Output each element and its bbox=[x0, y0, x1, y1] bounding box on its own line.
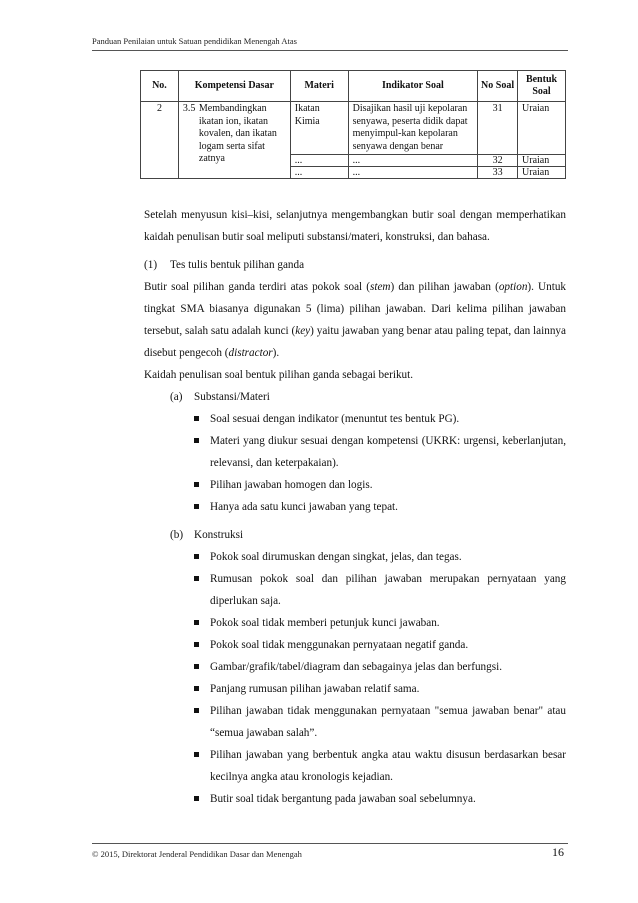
cell-no-soal: 31 bbox=[478, 102, 518, 155]
intro-paragraph: Setelah menyusun kisi–kisi, selanjutnya mengembangkan butir soal dengan memperhatikan kaidah penulisan butir soal meliputi substansi/materi, konstruksi, dan bahasa. bbox=[144, 209, 566, 243]
section-1-paragraph bbox=[144, 276, 566, 364]
page-header: Panduan Penilaian untuk Satuan pendidikan Menengah Atas bbox=[92, 36, 297, 46]
list-item: Butir soal tidak bergantung pada jawaban soal sebelumnya. bbox=[194, 788, 566, 810]
list-item: Gambar/grafik/tabel/diagram dan sebagainya jelas dan berfungsi. bbox=[194, 656, 566, 678]
list-item: Rumusan pokok soal dan pilihan jawaban merupakan pernyataan yang diperlukan saja. bbox=[194, 568, 566, 612]
col-header-materi: Materi bbox=[290, 71, 348, 102]
section-1-title: Tes tulis bentuk pilihan ganda bbox=[170, 259, 305, 271]
col-header-bentuk-soal: Bentuk Soal bbox=[518, 71, 566, 102]
kd-text: Membandingkan ikatan ion, ikatan kovalen, dan ikatan logam serta sifat zatnya bbox=[198, 103, 277, 164]
page-body bbox=[144, 204, 566, 810]
cell-no: 2 bbox=[141, 102, 179, 179]
cell-kompetensi-dasar bbox=[178, 102, 290, 179]
kisi-kisi-table bbox=[140, 70, 566, 179]
cell-bentuk-soal: Uraian bbox=[518, 155, 566, 167]
sub-b-list bbox=[194, 546, 566, 810]
cell-materi: ... bbox=[290, 155, 348, 167]
header-divider bbox=[92, 50, 568, 51]
term-option: option bbox=[498, 281, 528, 293]
list-item: Pokok soal dirumuskan dengan singkat, jelas, dan tegas. bbox=[194, 546, 566, 568]
page-number: 16 bbox=[552, 845, 564, 859]
cell-indikator: ... bbox=[348, 155, 478, 167]
cell-bentuk-soal: Uraian bbox=[518, 102, 566, 155]
kaidah-line: Kaidah penulisan soal bentuk pilihan ganda sebagai berikut. bbox=[144, 369, 414, 381]
list-item: Pilihan jawaban tidak menggunakan pernyataan "semua jawaban benar" atau “semua jawaban salah”. bbox=[194, 700, 566, 744]
list-item: Soal sesuai dengan indikator (menuntut tes bentuk PG). bbox=[194, 408, 566, 430]
section-1-heading bbox=[144, 254, 566, 276]
col-header-kompetensi-dasar: Kompetensi Dasar bbox=[178, 71, 290, 102]
page-footer: © 2015, Direktorat Jenderal Pendidikan Dasar dan Menengah bbox=[92, 849, 302, 859]
sub-a-list bbox=[194, 408, 566, 518]
para-text: ). bbox=[272, 347, 280, 359]
sub-a-heading bbox=[170, 386, 566, 408]
sub-b-heading bbox=[170, 524, 566, 546]
list-item: Pilihan jawaban yang berbentuk angka atau waktu disusun berdasarkan besar kecilnya angka atau kronologis kejadian. bbox=[194, 744, 566, 788]
cell-bentuk-soal: Uraian bbox=[518, 167, 566, 179]
list-item: Pilihan jawaban homogen dan logis. bbox=[194, 474, 566, 496]
table-header-row bbox=[141, 71, 566, 102]
sub-a-label: (a) bbox=[170, 391, 183, 403]
sub-a-title: Substansi/Materi bbox=[194, 391, 270, 403]
cell-materi: ... bbox=[290, 167, 348, 179]
cell-no-soal: 33 bbox=[478, 167, 518, 179]
col-header-no: No. bbox=[141, 71, 179, 102]
list-item: Materi yang diukur sesuai dengan kompetensi (UKRK: urgensi, keberlanjutan, relevansi, dan keterpakaian). bbox=[194, 430, 566, 474]
col-header-no-soal: No Soal bbox=[478, 71, 518, 102]
sub-b-title: Konstruksi bbox=[194, 529, 244, 541]
cell-no-soal: 32 bbox=[478, 155, 518, 167]
list-item: Hanya ada satu kunci jawaban yang tepat. bbox=[194, 496, 566, 518]
cell-materi: Ikatan Kimia bbox=[290, 102, 348, 155]
col-header-indikator-soal: Indikator Soal bbox=[348, 71, 478, 102]
list-item: Pokok soal tidak menggunakan pernyataan negatif ganda. bbox=[194, 634, 566, 656]
para-text: ). Untuk tingkat SMA biasanya digunakan 5 (lima) pilihan jawaban. Dari kelima pilihan jawaban tersebut, salah satu adalah kunci ( bbox=[144, 281, 567, 337]
para-text: ) dan pilihan jawaban ( bbox=[390, 281, 499, 293]
list-item: Pokok soal tidak memberi petunjuk kunci jawaban. bbox=[194, 612, 566, 634]
cell-indikator: ... bbox=[348, 167, 478, 179]
para-text: Butir soal pilihan ganda terdiri atas pokok soal ( bbox=[144, 281, 370, 293]
section-1-label: (1) bbox=[144, 259, 158, 271]
list-item: Panjang rumusan pilihan jawaban relatif sama. bbox=[194, 678, 566, 700]
footer-divider bbox=[92, 843, 568, 844]
term-distractor: distractor bbox=[228, 347, 273, 359]
cell-indikator: Disajikan hasil uji kepolaran senyawa, peserta didik dapat menyimpul-kan kepolaran senyawa dengan benar bbox=[348, 102, 478, 155]
para-text: ) yaitu jawaban yang benar atau paling tepat, dan lainnya disebut pengecoh ( bbox=[144, 325, 566, 359]
term-stem: stem bbox=[369, 281, 391, 293]
sub-b-label: (b) bbox=[170, 529, 184, 541]
table-row bbox=[141, 102, 566, 155]
kd-number: 3.5 bbox=[182, 103, 196, 114]
term-key: key bbox=[295, 325, 311, 337]
